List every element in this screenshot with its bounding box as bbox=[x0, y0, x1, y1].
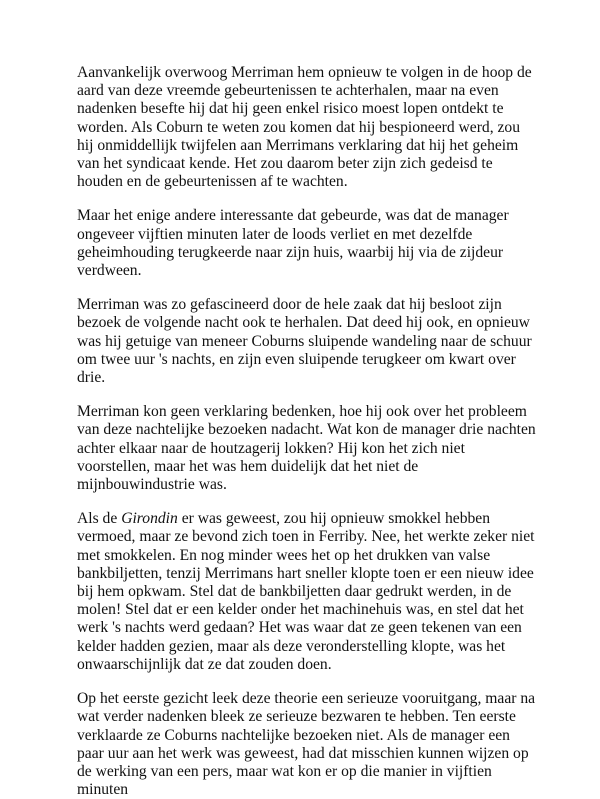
paragraph-4: Merriman kon geen verklaring bedenken, hoe hij ook over het probleem van deze nachtelijke bezoeken nadacht. Wat kon de manager drie nachten achter elkaar naar de houtzagerij lokken? Hij kon het zich niet voorstellen, maar het was hem duidelijk dat het niet de mijnbouwindustrie was. bbox=[77, 403, 536, 494]
paragraph-3: Merriman was zo gefascineerd door de hele zaak dat hij besloot zijn bezoek de volgende nacht ook te herhalen. Dat deed hij ook, en opnieuw was hij getuige van meneer Coburns sluipende wandeling naar de schuur om twee uur 's nachts, en zijn even sluipende terugkeer om kwart over drie. bbox=[77, 296, 532, 387]
paragraph-6: Op het eerste gezicht leek deze theorie een serieuze vooruitgang, maar na wat verder nadenken bleek ze serieuze bezwaren te hebben. Ten eerste verklaarde ze Coburns nachtelijke bezoeken niet. Als de manager een paar uur aan het werk was geweest, had dat misschien kunnen wijzen op de werking van een pers, maar wat kon er op die manier in vijftien minuten bbox=[77, 690, 536, 799]
paragraph-5 bbox=[77, 510, 537, 674]
paragraph-1: Aanvankelijk overwoog Merriman hem opnieuw te volgen in de hoop de aard van deze vreemde gebeurtenissen te achterhalen, maar na even nadenken besefte hij dat hij geen enkel risico moest lopen ontdekt te worden. Als Coburn te weten zou komen dat hij bespioneerd werd, zou hij onmiddellijk twijfelen aan Merrimans verklaring dat hij het geheim van het syndicaat kende. Het zou daarom beter zijn zich gedeisd te houden en de gebeurtenissen af te wachten. bbox=[77, 64, 532, 191]
document-body bbox=[77, 64, 537, 799]
paragraph-5-rest: er was geweest, zou hij opnieuw smokkel hebben vermoed, maar ze bevond zich toen in Ferriby. Nee, het werkte zeker niet met smokkelen. En nog minder wees het op het drukken van valse bankbiljetten, tenzij Merrimans hart sneller klopte toen er een nieuw idee bij hem opkwam. Stel dat de bankbiljetten daar gedrukt werden, in de molen! Stel dat er een kelder onder het machinehuis was, en stel dat het werk 's nachts werd gedaan? Het was waar dat ze geen tekenen van een kelder hadden gezien, maar als deze veronderstelling klopte, was het onwaarschijnlijk dat ze dat zouden doen. bbox=[77, 510, 535, 673]
paragraph-5-lead: Als de bbox=[77, 510, 122, 528]
paragraph-2: Maar het enige andere interessante dat gebeurde, was dat de manager ongeveer vijftien minuten later de loods verliet en met dezelfde geheimhouding terugkeerde naar zijn huis, waarbij hij via de zijdeur verdween. bbox=[77, 207, 509, 280]
ship-name-italic: Girondin bbox=[121, 510, 178, 528]
